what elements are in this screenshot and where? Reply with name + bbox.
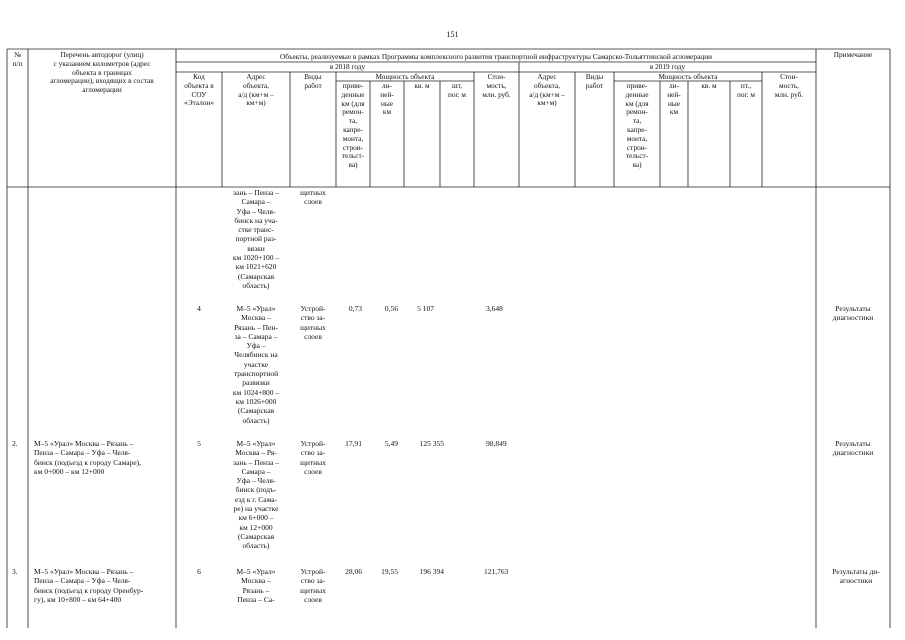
header-year-2018: в 2018 году [329, 62, 366, 71]
header-pcs-2019: пт., пог. м [737, 81, 755, 99]
row-num: 2. [12, 439, 18, 448]
row-cost: 98,849 [486, 439, 507, 448]
row-note: Результаты диагностики [832, 439, 874, 458]
row-sq-m: 196 394 [419, 567, 444, 576]
row-note: Результаты диагностики [832, 304, 874, 323]
continuation-work: щитных слоев [300, 188, 326, 207]
row-note: Результаты ди- агностики [832, 567, 880, 586]
row-linear-km: 5,49 [384, 439, 398, 448]
header-year-2019: в 2019 году [649, 62, 686, 71]
header-cost: Стои- мость, млн. руб. [482, 72, 511, 99]
row-reduced-km: 17,91 [345, 439, 362, 448]
header-code: Код объекта в СОУ «Эталон» [184, 72, 214, 108]
row-sq-m: 125 355 [419, 439, 444, 448]
header-cost-2019: Стои- мость, млн. руб. [774, 72, 804, 99]
header-pcs: шт, пог. м [448, 81, 466, 99]
continuation-address: зань – Пенза – Самара – Уфа – Челя- бинск на уча- стке транс- портной раз- вязки км 1020+100 – км 1021+620 (Самарская область) [232, 188, 280, 290]
header-linear-km: ли- ней- ные км [380, 81, 394, 117]
row-reduced-km: 0,73 [348, 304, 362, 313]
row-work: Устрой- ство за- щитных слоев [300, 567, 326, 604]
header-reduced-km-2019: приве- денные км (для ремон- та, капре- монта, строи- тельст- ва) [625, 81, 649, 170]
header-sq-m: кв. м [414, 81, 430, 90]
header-linear-km-2019: ли- ней- ные км [667, 81, 681, 117]
header-sq-m-2019: кв. м [701, 81, 717, 90]
header-address-2019: Адрес объекта, а/д (км+м – км+м) [529, 72, 565, 108]
header-capacity-2019: Мощность объекта [658, 72, 718, 81]
header-work-type-2019: Виды работ [585, 72, 604, 90]
row-cost: 3,648 [486, 304, 503, 313]
header-work-type: Виды работ [304, 72, 322, 90]
header-road-list: Перечень автодорог (улиц) с указанием километров (адрес объекта в границах агломерации), входящих в состав агломерации [50, 50, 154, 95]
row-address: М–5 «Урал» Москва – Ря- зань – Пенза – Самара – Уфа – Челя- бинск (подъ- езд к г. Сама- ре) на участке км 6+000 – км 12+000 (Самарская область) [233, 439, 279, 551]
row-num: 3. [12, 567, 18, 576]
row-address: М–5 «Урал» Москва – Рязань – Пен- за – Самара – Уфа – Челябинск на участке транспортной развязки км 1024+800 – км 1026+000 (Самарская область) [232, 304, 280, 425]
row-code: 6 [197, 567, 201, 576]
row-work: Устрой- ство за- щитных слоев [300, 304, 326, 341]
header-reduced-km: приве- денные км (для ремон- та, капре- монта, строи- тельст- ва) [341, 81, 365, 170]
row-linear-km: 0,56 [384, 304, 398, 313]
row-address: М–5 «Урал» Москва – Рязань – Пенза – Са- [236, 567, 276, 604]
row-reduced-km: 28,06 [345, 567, 362, 576]
header-note: Примечание [833, 50, 873, 59]
header-objects-title: Объекты, реализуемые в рамках Программы комплексного развития транспортной инфраструктуры Самарско-Тольяттинской агломерации [279, 52, 713, 61]
row-work: Устрой- ство за- щитных слоев [300, 439, 326, 476]
row-code: 5 [197, 439, 201, 448]
header-capacity: Мощность объекта [375, 72, 435, 81]
header-address: Адрес объекта, а/д (км+м – км+м) [238, 72, 274, 108]
row-linear-km: 19,55 [381, 567, 398, 576]
page-number: 151 [446, 30, 459, 39]
row-code: 4 [197, 304, 201, 313]
row-sq-m: 5 107 [417, 304, 434, 313]
header-num: № п/п [12, 50, 23, 68]
row-cost: 121,763 [484, 567, 509, 576]
row-road: М–5 «Урал» Москва – Рязань – Пенза – Самара – Уфа – Челя- бинск (подъезд к городу Оренбур- гу), км 10+800 – км 64+400 [34, 567, 144, 604]
row-road: М–5 «Урал» Москва – Рязань – Пенза – Самара – Уфа – Челя- бинск (подъезд к городу Самаре), км 0+000 – км 12+000 [34, 439, 142, 476]
